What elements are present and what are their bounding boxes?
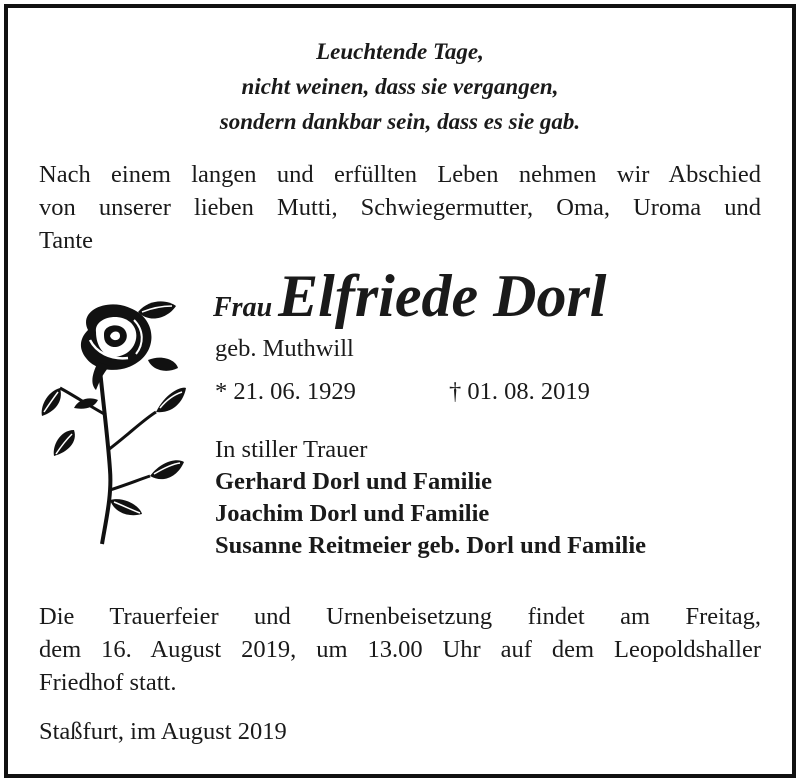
poem-line-2: nicht weinen, dass sie vergangen, [241,74,559,99]
mourner-1: Gerhard Dorl und Familie [215,468,492,495]
death-date: † 01. 08. 2019 [449,378,590,405]
funeral-paragraph [39,600,761,699]
deceased-name: Elfriede Dorl [278,263,607,329]
intro-line-3: Tante [39,227,94,254]
rose-icon [38,300,188,550]
mourner-3: Susanne Reitmeier geb. Dorl und Familie [215,532,647,559]
poem-line-1: Leuchtende Tage, [316,39,484,64]
place-date: Staßfurt, im August 2019 [39,718,287,745]
intro-line-2: von unserer lieben Mutti, Schwiegermutter, Oma, Uroma und [39,194,761,221]
mourners [215,434,646,562]
deceased-name-row [213,264,606,328]
intro-line-1: Nach einem langen und erfüllten Leben nehmen wir Abschied [39,161,761,188]
birth-date: * 21. 06. 1929 [215,378,356,405]
poem [8,34,792,139]
life-dates [215,378,590,406]
mourner-2: Joachim Dorl und Familie [215,500,490,527]
funeral-line-1: Die Trauerfeier und Urnenbeisetzung findet am Freitag, [39,603,761,630]
obituary-notice [4,4,796,778]
intro-paragraph [39,158,761,257]
maiden-name: geb. Muthwill [215,335,354,362]
funeral-line-2: dem 16. August 2019, um 13.00 Uhr auf dem Leopoldshaller [39,636,761,663]
mourners-heading: In stiller Trauer [215,436,368,463]
name-prefix: Frau [213,292,273,323]
funeral-line-3: Friedhof statt. [39,669,177,696]
poem-line-3: sondern dankbar sein, dass es sie gab. [219,109,581,134]
